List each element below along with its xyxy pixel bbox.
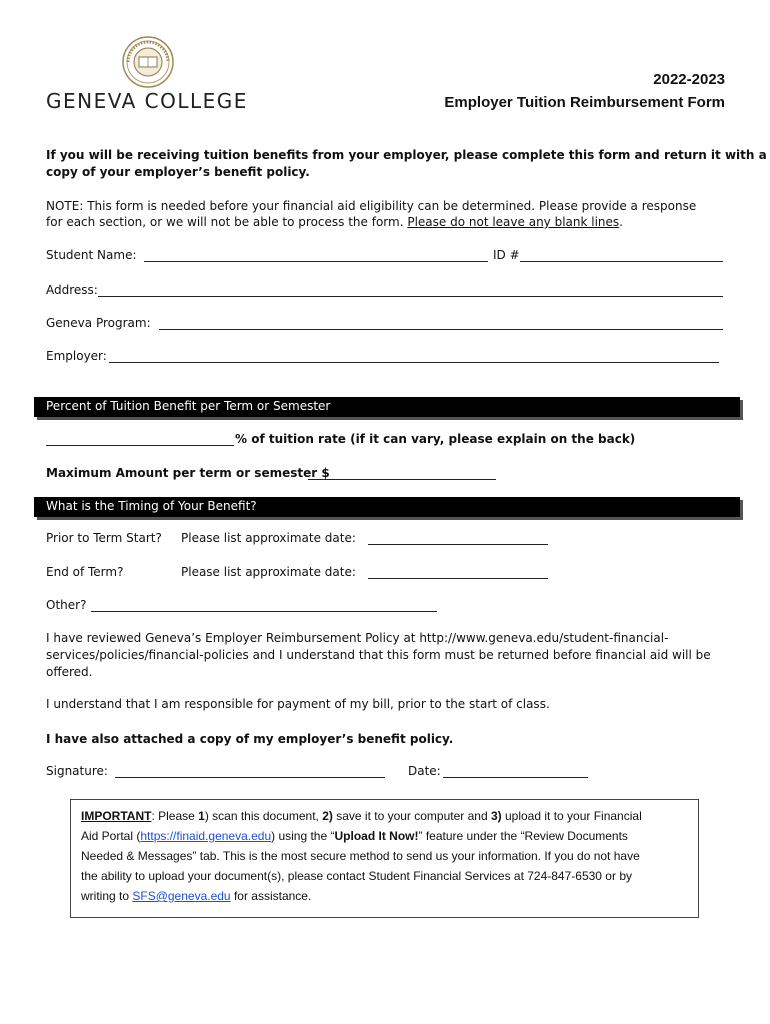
step-number: 1 [198,809,205,823]
address-label: Address: [46,283,98,297]
important-text: save it to your computer and [332,809,491,823]
responsibility-statement: I understand that I am responsible for payment of my bill, prior to the start of class. [46,697,550,711]
form-year: 2022-2023 [653,71,725,88]
important-text: Aid Portal ( [81,829,141,843]
upload-it-now-label: Upload It Now! [334,829,419,843]
percent-field[interactable] [46,433,234,446]
end-date-field[interactable] [368,566,548,579]
important-text: upload it to your Financial [501,809,642,823]
address-field[interactable] [98,284,723,297]
id-label: ID # [493,248,520,262]
college-seal-logo [122,36,174,88]
step-number: 3) [490,809,502,823]
important-label: IMPORTANT [81,809,152,823]
signature-field[interactable] [115,765,385,778]
end-term-label: End of Term? [46,565,124,579]
section-heading-text: What is the Timing of Your Benefit? [46,499,257,513]
attached-policy-statement: I have also attached a copy of my employer’s benefit policy. [46,732,454,746]
date-label: Date: [408,764,441,778]
important-text: ) scan this document, [204,809,323,823]
id-field[interactable] [520,249,723,262]
note-period: . [619,215,623,229]
program-field[interactable] [159,317,723,330]
intro-line-2: copy of your employer’s benefit policy. [46,165,310,179]
other-label: Other? [46,598,87,612]
other-field[interactable] [91,599,437,612]
finaid-portal-link[interactable]: https://finaid.geneva.edu [140,829,272,843]
sfs-email-link[interactable]: SFS@geneva.edu [132,889,231,903]
important-line-5 [81,886,688,906]
student-name-field[interactable] [144,249,488,262]
important-text: : Please [151,809,199,823]
percent-label: % of tuition rate (if it can vary, please explain on the back) [235,432,636,446]
student-name-label: Student Name: [46,248,137,262]
no-blank-lines-note: Please do not leave any blank lines [407,215,620,229]
max-amount-field[interactable] [308,467,496,480]
section-benefit-timing-heading [34,497,740,517]
section-heading-text: Percent of Tuition Benefit per Term or Semester [46,399,331,413]
employer-field[interactable] [109,350,719,363]
prior-date-field[interactable] [368,532,548,545]
employer-label: Employer: [46,349,107,363]
important-text: ” feature under the “Review Documents [418,829,628,843]
important-line-4: the ability to upload your document(s), please contact Student Financial Services at 724-847-6530 or by [81,869,632,883]
max-amount-label: Maximum Amount per term or semester $ [46,466,330,480]
program-label: Geneva Program: [46,316,151,330]
important-text: ) using the “ [271,829,335,843]
important-instructions-box [70,799,699,918]
important-text: for assistance. [230,889,312,903]
policy-statement-line-2: services/policies/financial-policies and I understand that this form must be returned before financial aid will be [46,648,711,662]
step-number: 2) [322,809,333,823]
important-text: writing to [81,889,133,903]
note-line-1: NOTE: This form is needed before your financial aid eligibility can be determined. Please provide a response [46,199,697,213]
note-text: for each section, or we will not be able to process the form. [46,215,408,229]
date-field[interactable] [443,765,588,778]
form-title: Employer Tuition Reimbursement Form [444,94,725,111]
important-line-3: Needed & Messages” tab. This is the most secure method to send us your information. If you do not have [81,849,640,863]
prior-date-prompt: Please list approximate date: [181,531,356,545]
important-line-2 [81,826,688,846]
intro-line-1: If you will be receiving tuition benefits from your employer, please complete this form and return it with a [46,148,767,162]
important-line-1 [81,806,688,826]
note-line-2 [46,215,623,229]
policy-statement-line-3: offered. [46,665,93,679]
policy-statement-line-1: I have reviewed Geneva’s Employer Reimbursement Policy at http://www.geneva.edu/student-financial- [46,631,669,645]
section-tuition-benefit-heading [34,397,740,417]
signature-label: Signature: [46,764,108,778]
college-name: GENEVA COLLEGE [46,89,248,113]
end-date-prompt: Please list approximate date: [181,565,356,579]
prior-term-label: Prior to Term Start? [46,531,162,545]
